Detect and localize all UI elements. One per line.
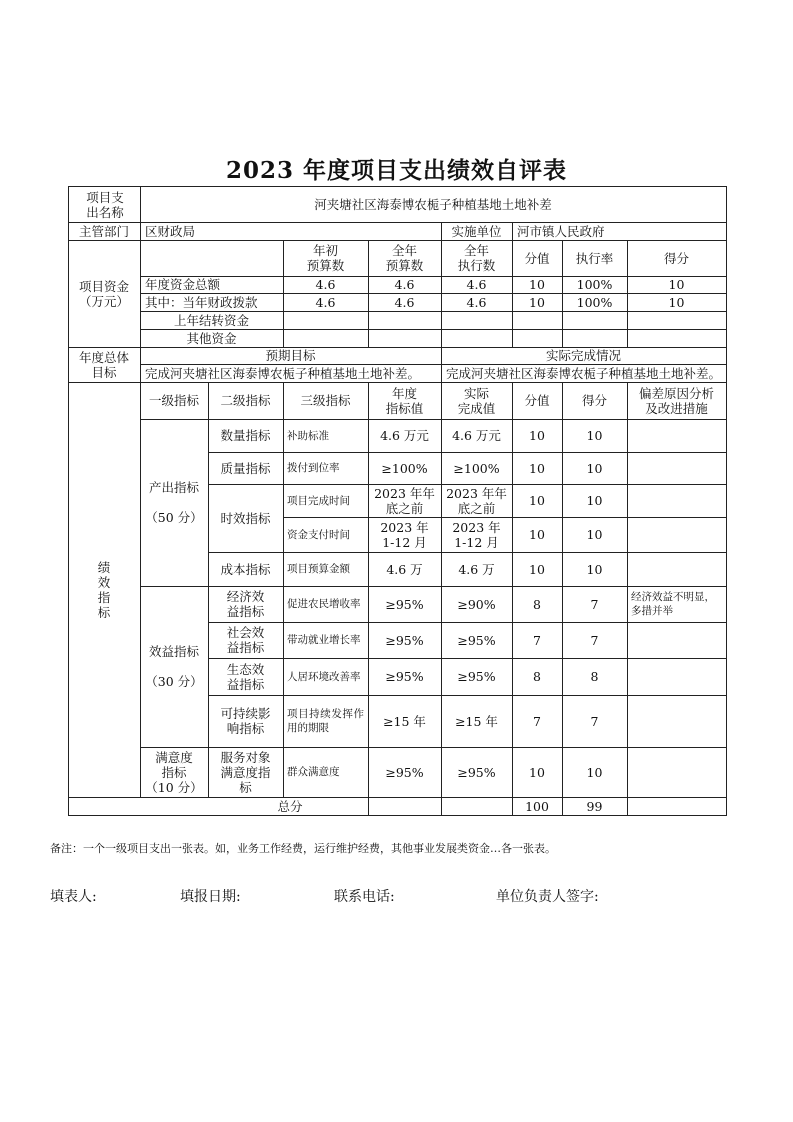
- actual-value: ≥95%: [457, 764, 496, 780]
- unit-value: 河市镇人民政府: [517, 223, 605, 239]
- funds-cell: 4.6: [315, 294, 336, 310]
- level2-indicator: 数量指标: [220, 428, 271, 443]
- funds-cell: 4.6: [315, 277, 336, 292]
- satisfaction-indicator-group: 满意度 指标 （10 分）: [145, 749, 203, 795]
- funds-cell: 4.6: [466, 294, 487, 310]
- annual-target: 2023 年 1-12 月: [380, 519, 429, 550]
- actual-value: ≥90%: [457, 596, 496, 612]
- funds-cell: [283, 311, 368, 329]
- funds-cell: [368, 311, 441, 329]
- indicator-header: 三级指标: [300, 393, 351, 408]
- indicators-label: 绩 效 指 标: [97, 559, 111, 620]
- score-weight: 7: [533, 632, 541, 648]
- leader-signature-label: 单位负责人签字:: [496, 889, 599, 905]
- level3-indicator: 项目持续发挥作用的期限: [287, 708, 364, 734]
- score-weight: 7: [533, 713, 541, 729]
- deviation-note: [627, 419, 726, 452]
- funds-cell: [368, 329, 441, 347]
- funds-cell: [441, 329, 512, 347]
- page-title: 2023 年度项目支出绩效自评表: [225, 157, 568, 184]
- annual-target: 2023 年年 底之前: [374, 485, 435, 516]
- score: 7: [590, 713, 599, 729]
- funds-row-name: 其中：当年财政拨款: [145, 294, 258, 310]
- indicator-header: 实际 完成值: [457, 385, 496, 416]
- indicator-header: 二级指标: [220, 393, 271, 408]
- actual-value: ≥95%: [457, 669, 496, 684]
- actual-value: 4.6 万: [458, 561, 495, 577]
- score-weight: 8: [533, 596, 541, 612]
- total-label: 总分: [277, 798, 303, 814]
- score-weight: 10: [529, 561, 545, 577]
- output-indicator-group: 产出指标 （50 分）: [145, 480, 203, 525]
- score-weight: 10: [529, 460, 545, 476]
- indicator-header: 偏差原因分析 及改进措施: [638, 385, 714, 416]
- total-weight: 100: [525, 798, 549, 814]
- funds-cell: 100%: [576, 294, 613, 310]
- deviation-note: [627, 695, 726, 747]
- indicator-header: 分值: [524, 393, 550, 408]
- level3-indicator: 补助标准: [287, 429, 329, 442]
- funds-cell: [512, 311, 562, 329]
- funds-cell: 10: [668, 294, 685, 310]
- funds-row-name: 其他资金: [186, 330, 237, 346]
- deviation-note: [627, 747, 726, 797]
- score: 7: [590, 596, 599, 612]
- funds-header: 得分: [663, 250, 689, 266]
- annual-target: ≥95%: [385, 764, 424, 780]
- level3-indicator: 人居环境改善率: [287, 670, 361, 683]
- annual-target: ≥100%: [381, 460, 428, 476]
- score: 10: [586, 561, 603, 577]
- score-weight: 10: [529, 428, 545, 443]
- total-score: 99: [586, 798, 603, 814]
- actual-goal-text: 完成河夹塘社区海泰博农栀子种植基地土地补差。: [446, 365, 722, 381]
- deviation-note: [627, 658, 726, 695]
- indicator-header: 得分: [581, 393, 607, 408]
- score-weight: 10: [529, 527, 545, 542]
- project-name-label: 项目支 出名称: [86, 189, 124, 220]
- funds-row-name: 年度资金总额: [145, 277, 221, 292]
- score: 10: [586, 493, 603, 508]
- annual-target: ≥95%: [385, 596, 424, 612]
- level2-indicator: 社会效 益指标: [226, 625, 265, 655]
- funds-cell: [627, 329, 726, 347]
- funds-label: 项目资金 （万元）: [78, 278, 129, 309]
- level3-indicator: 项目预算金额: [287, 563, 350, 575]
- actual-value: ≥95%: [457, 632, 496, 648]
- dept-label: 主管部门: [78, 223, 129, 239]
- project-name-value: 河夹塘社区海泰博农栀子种植基地土地补差: [314, 197, 552, 212]
- date-label: 填报日期:: [180, 889, 241, 905]
- actual-value: 2023 年年 底之前: [446, 485, 507, 516]
- table-rule: [68, 815, 727, 816]
- score: 10: [586, 428, 603, 443]
- table-rule: [726, 186, 727, 816]
- funds-cell: 4.6: [466, 277, 487, 292]
- level3-indicator: 促进农民增收率: [287, 598, 361, 610]
- deviation-note: [627, 517, 726, 552]
- actual-value: ≥15 年: [455, 713, 498, 729]
- score-weight: 10: [529, 493, 545, 508]
- score: 10: [586, 764, 603, 780]
- level3-indicator: 资金支付时间: [287, 528, 350, 541]
- level2-indicator: 经济效 益指标: [226, 589, 265, 619]
- score: 10: [586, 527, 603, 542]
- funds-header: 分值: [524, 250, 550, 266]
- indicator-header: 年度 指标值: [385, 385, 424, 416]
- annual-target: 4.6 万: [386, 561, 423, 577]
- level3-indicator: 拨付到位率: [287, 462, 340, 474]
- score-weight: 10: [529, 764, 545, 780]
- score-weight: 8: [533, 669, 541, 684]
- funds-cell: 10: [529, 294, 545, 310]
- actual-value: ≥100%: [453, 460, 500, 476]
- expected-goal-text: 完成河夹塘社区海泰博农栀子种植基地土地补差。: [145, 365, 421, 381]
- level2-indicator: 服务对象 满意度指 标: [220, 749, 271, 795]
- funds-cell: 10: [529, 277, 545, 292]
- actual-goal-header: 实际完成情况: [545, 348, 621, 363]
- funds-header: 全年 执行数: [457, 243, 496, 273]
- level2-indicator: 成本指标: [220, 561, 271, 577]
- deviation-note: [627, 484, 726, 517]
- benefit-indicator-group: 效益指标 （30 分）: [145, 644, 203, 689]
- funds-header: 执行率: [575, 250, 614, 266]
- funds-header: 全年 预算数: [385, 243, 424, 273]
- filler-label: 填表人:: [50, 889, 97, 905]
- annual-target: ≥95%: [385, 632, 424, 648]
- deviation-note: [627, 622, 726, 658]
- funds-cell: 4.6: [394, 294, 415, 310]
- remark-note: 备注：一个一级项目支出一张表。如，业务工作经费，运行维护经费，其他事业发展类资金…各一张表。: [50, 842, 556, 855]
- level2-indicator: 质量指标: [220, 460, 271, 476]
- funds-cell: [562, 311, 627, 329]
- actual-value: 4.6 万元: [452, 428, 501, 443]
- score: 8: [590, 669, 599, 684]
- deviation-note: [627, 452, 726, 484]
- expected-goal-header: 预期目标: [265, 348, 316, 363]
- phone-label: 联系电话:: [334, 889, 395, 905]
- timeliness-indicator: 时效指标: [220, 510, 271, 526]
- funds-cell: 4.6: [394, 277, 415, 292]
- funds-header: 年初 预算数: [306, 243, 345, 273]
- funds-cell: 10: [668, 277, 685, 292]
- score: 10: [586, 460, 603, 476]
- funds-cell: [283, 329, 368, 347]
- goals-label: 年度总体 目标: [78, 349, 129, 380]
- actual-value: 2023 年 1-12 月: [452, 519, 501, 550]
- funds-row-name: 上年结转资金: [173, 312, 249, 328]
- level2-indicator: 可持续影 响指标: [220, 706, 271, 736]
- level3-indicator: 带动就业增长率: [287, 634, 361, 646]
- deviation-note: 经济效益不明显， 多措并举: [631, 591, 715, 617]
- level3-indicator: 群众满意度: [287, 766, 340, 778]
- dept-value: 区财政局: [145, 223, 196, 239]
- unit-label: 实施单位: [451, 223, 502, 239]
- funds-cell: [627, 311, 726, 329]
- score: 7: [590, 632, 599, 648]
- level2-indicator: 生态效 益指标: [226, 661, 265, 692]
- funds-cell: [441, 311, 512, 329]
- funds-cell: 100%: [576, 277, 613, 292]
- annual-target: 4.6 万元: [380, 428, 429, 443]
- annual-target: ≥15 年: [383, 713, 426, 729]
- level3-indicator: 项目完成时间: [287, 494, 350, 507]
- funds-cell: [512, 329, 562, 347]
- indicator-header: 一级指标: [148, 393, 199, 408]
- deviation-note: [627, 552, 726, 586]
- funds-cell: [562, 329, 627, 347]
- annual-target: ≥95%: [385, 669, 424, 684]
